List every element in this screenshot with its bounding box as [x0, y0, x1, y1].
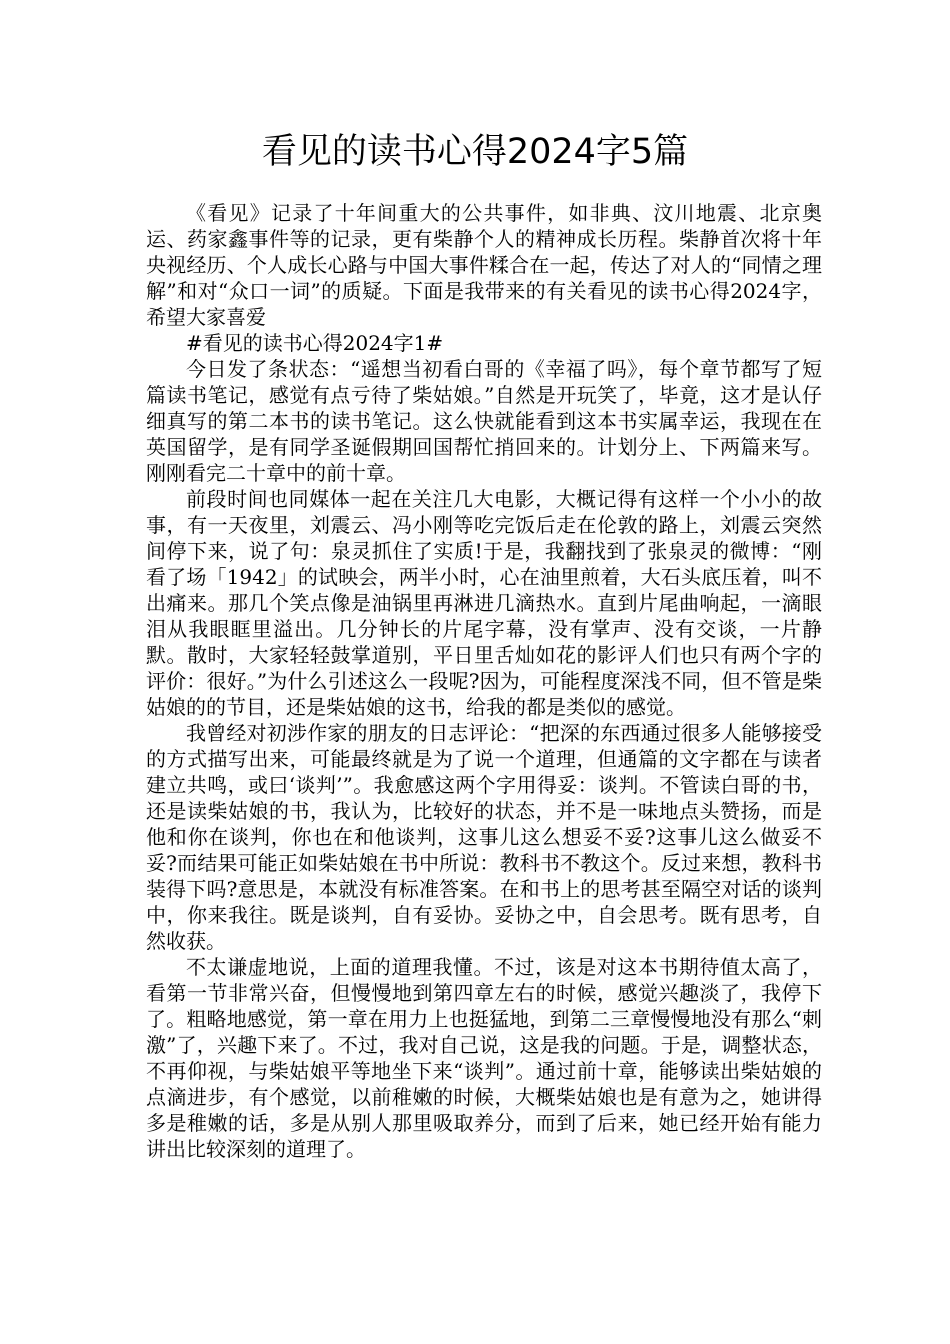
body-paragraph: 我曾经对初涉作家的朋友的日志评论：“把深的东西通过很多人能够接受的方式描写出来，可能最终就是为了说一个道理，但通篇的文字都在与读者建立共鸣，或曰‘谈判’”。我愈感这两个字用得妥：谈判。不管读白哥的书，还是读柴姑娘的书，我认为，比较好的状态，并不是一味地点头赞扬，而是他和你在谈判，你也在和他谈判，这事儿这么想妥不妥?这事儿这么做妥不妥?而结果可能正如柴姑娘在书中所说：教科书不教这个。反过来想，教科书装得下吗?意思是，本就没有标准答案。在和书上的思考甚至隔空对话的谈判中，你来我往。既是谈判，自有妥协。妥协之中，自会思考。既有思考，自然收获。	[146, 721, 822, 953]
document-title: 看见的读书心得2024字5篇	[261, 132, 689, 172]
body-paragraph: 不太谦虚地说，上面的道理我懂。不过，该是对这本书期待值太高了，看第一节非常兴奋，但慢慢地到第四章左右的时候，感觉兴趣淡了，我停下了。粗略地感觉，第一章在用力上也挺猛地，到第二三章慢慢地没有那么“刺激”了，兴趣下来了。不过，我对自己说，这是我的问题。于是，调整状态，不再仰视，与柴姑娘平等地坐下来“谈判”。通过前十章，能够读出柴姑娘的点滴进步，有个感觉，以前稚嫩的时候，大概柴姑娘也是有意为之，她讲得多是稚嫩的话，多是从别人那里吸取养分，而到了后来，她已经开始有能力讲出比较深刻的道理了。	[146, 955, 822, 1161]
document-body	[146, 200, 822, 1162]
section-heading: #看见的读书心得2024字1#	[186, 331, 444, 355]
body-paragraph: 前段时间也同媒体一起在关注几大电影，大概记得有这样一个小小的故事，有一天夜里，刘震云、冯小刚等吃完饭后走在伦敦的路上，刘震云突然间停下来，说了句：泉灵抓住了实质!于是，我翻找到了张泉灵的微博：“刚看了场「1942」的试映会，两半小时，心在油里煎着，大石头底压着，叫不出痛来。那几个笑点像是油锅里再淋进几滴热水。直到片尾曲响起，一滴眼泪从我眼眶里溢出。几分钟长的片尾字幕，没有掌声、没有交谈，一片静默。散时，大家轻轻鼓掌道别，平日里舌灿如花的影评人们也只有两个字的评价：很好。”为什么引述这么一段呢?因为，可能程度深浅不同，但不管是柴姑娘的的节目，还是柴姑娘的这书，给我的都是类似的感觉。	[146, 487, 822, 719]
body-paragraph: 今日发了条状态：“遥想当初看白哥的《幸福了吗》，每个章节都写了短篇读书笔记，感觉有点亏待了柴姑娘。”自然是开玩笑了，毕竟，这才是认仔细真写的第二本书的读书笔记。这么快就能看到这本书实属幸运，我现在在英国留学，是有同学圣诞假期回国帮忙捎回来的。计划分上、下两篇来写。刚刚看完二十章中的前十章。	[146, 357, 822, 485]
intro-paragraph: 《看见》记录了十年间重大的公共事件，如非典、汶川地震、北京奥运、药家鑫事件等的记录，更有柴静个人的精神成长历程。柴静首次将十年央视经历、个人成长心路与中国大事件糅合在一起，传达了对人的“同情之理解”和对“众口一词”的质疑。下面是我带来的有关看见的读书心得2024字，希望大家喜爱	[146, 201, 822, 329]
